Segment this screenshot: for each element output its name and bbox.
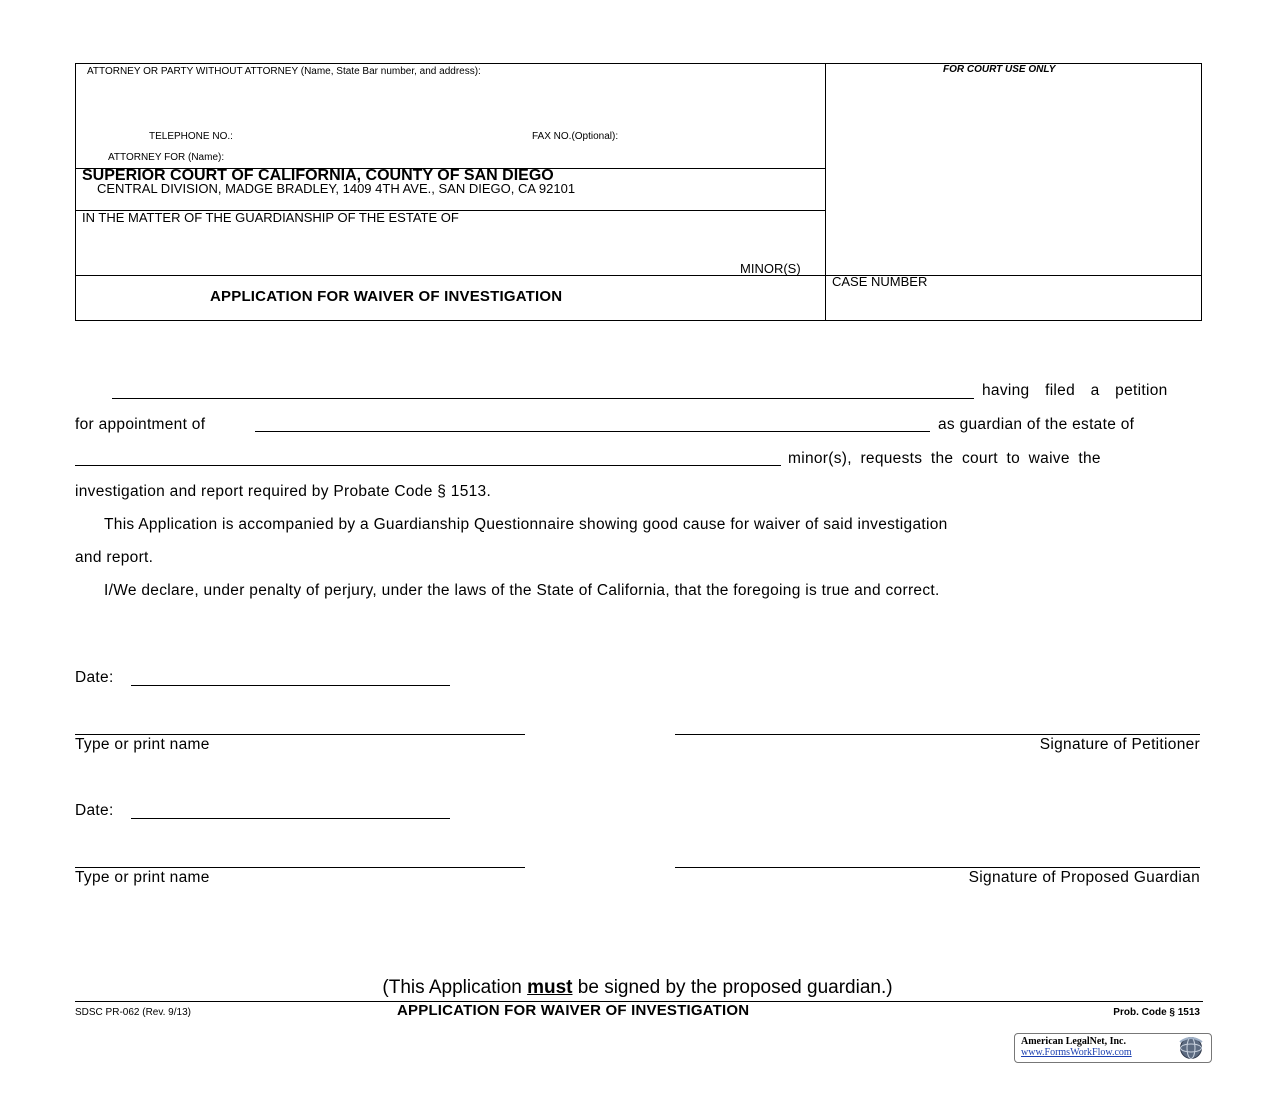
court-name: SUPERIOR COURT OF CALIFORNIA, COUNTY OF SAN DIEGO bbox=[82, 167, 554, 184]
caption-divider-vertical bbox=[825, 63, 826, 320]
print-name-field-1[interactable] bbox=[75, 734, 525, 735]
para2-line1: This Application is accompanied by a Guardianship Questionnaire showing good cause for waiver of said investigation bbox=[104, 516, 948, 533]
notice-emphasis: must bbox=[527, 977, 573, 998]
matter-label: IN THE MATTER OF THE GUARDIANSHIP OF THE ESTATE OF bbox=[82, 210, 459, 225]
signature-petitioner-label: Signature of Petitioner bbox=[1039, 736, 1200, 753]
notice-prefix: (This Application bbox=[382, 977, 528, 998]
petitioner-name-field[interactable] bbox=[112, 398, 974, 399]
declaration: I/We declare, under penalty of perjury, under the laws of the State of California, that the foregoing is true and correct. bbox=[104, 582, 940, 599]
date-label-1: Date: bbox=[75, 669, 114, 686]
notice-suffix: be signed by the proposed guardian.) bbox=[572, 977, 893, 998]
attorney-label: ATTORNEY OR PARTY WITHOUT ATTORNEY (Name, State Bar number, and address): bbox=[87, 66, 481, 77]
publisher-name: American LegalNet, Inc. bbox=[1021, 1036, 1126, 1047]
print-name-label-2: Type or print name bbox=[75, 869, 210, 886]
caption-divider-title bbox=[75, 275, 1201, 276]
globe-icon bbox=[1175, 1036, 1207, 1060]
print-name-label-1: Type or print name bbox=[75, 736, 210, 753]
publisher-logo[interactable] bbox=[1014, 1033, 1212, 1063]
guardian-name-field[interactable] bbox=[255, 431, 930, 432]
line3-tail: minor(s), requests the court to waive the bbox=[788, 450, 1101, 467]
court-address: CENTRAL DIVISION, MADGE BRADLEY, 1409 4TH AVE., SAN DIEGO, CA 92101 bbox=[97, 181, 576, 196]
print-name-field-2[interactable] bbox=[75, 867, 525, 868]
line2-tail: as guardian of the estate of bbox=[938, 416, 1135, 433]
date-field-2[interactable] bbox=[131, 818, 450, 819]
line4: investigation and report required by Probate Code § 1513. bbox=[75, 483, 492, 500]
para2-line2: and report. bbox=[75, 549, 154, 566]
minors-label: MINOR(S) bbox=[740, 261, 801, 276]
date-field-1[interactable] bbox=[131, 685, 450, 686]
line2-head: for appointment of bbox=[75, 416, 206, 433]
attorney-for-label: ATTORNEY FOR (Name): bbox=[108, 152, 225, 163]
minor-name-field[interactable] bbox=[75, 465, 781, 466]
footer-title: APPLICATION FOR WAIVER OF INVESTIGATION bbox=[397, 1002, 750, 1019]
fax-label: FAX NO.(Optional): bbox=[532, 131, 619, 142]
line1-tail: having filed a petition bbox=[982, 382, 1168, 399]
form-number: SDSC PR-062 (Rev. 9/13) bbox=[75, 1007, 191, 1018]
date-label-2: Date: bbox=[75, 802, 114, 819]
case-number-label: CASE NUMBER bbox=[832, 274, 928, 289]
signing-notice bbox=[0, 977, 1275, 999]
petitioner-signature-field[interactable] bbox=[675, 734, 1200, 735]
code-reference: Prob. Code § 1513 bbox=[1113, 1007, 1200, 1018]
form-title: APPLICATION FOR WAIVER OF INVESTIGATION bbox=[210, 288, 563, 305]
guardian-signature-field[interactable] bbox=[675, 867, 1200, 868]
court-use-label: FOR COURT USE ONLY bbox=[943, 64, 1056, 75]
publisher-url[interactable]: www.FormsWorkFlow.com bbox=[1021, 1047, 1132, 1058]
signature-guardian-label: Signature of Proposed Guardian bbox=[968, 869, 1200, 886]
telephone-label: TELEPHONE NO.: bbox=[149, 131, 233, 142]
